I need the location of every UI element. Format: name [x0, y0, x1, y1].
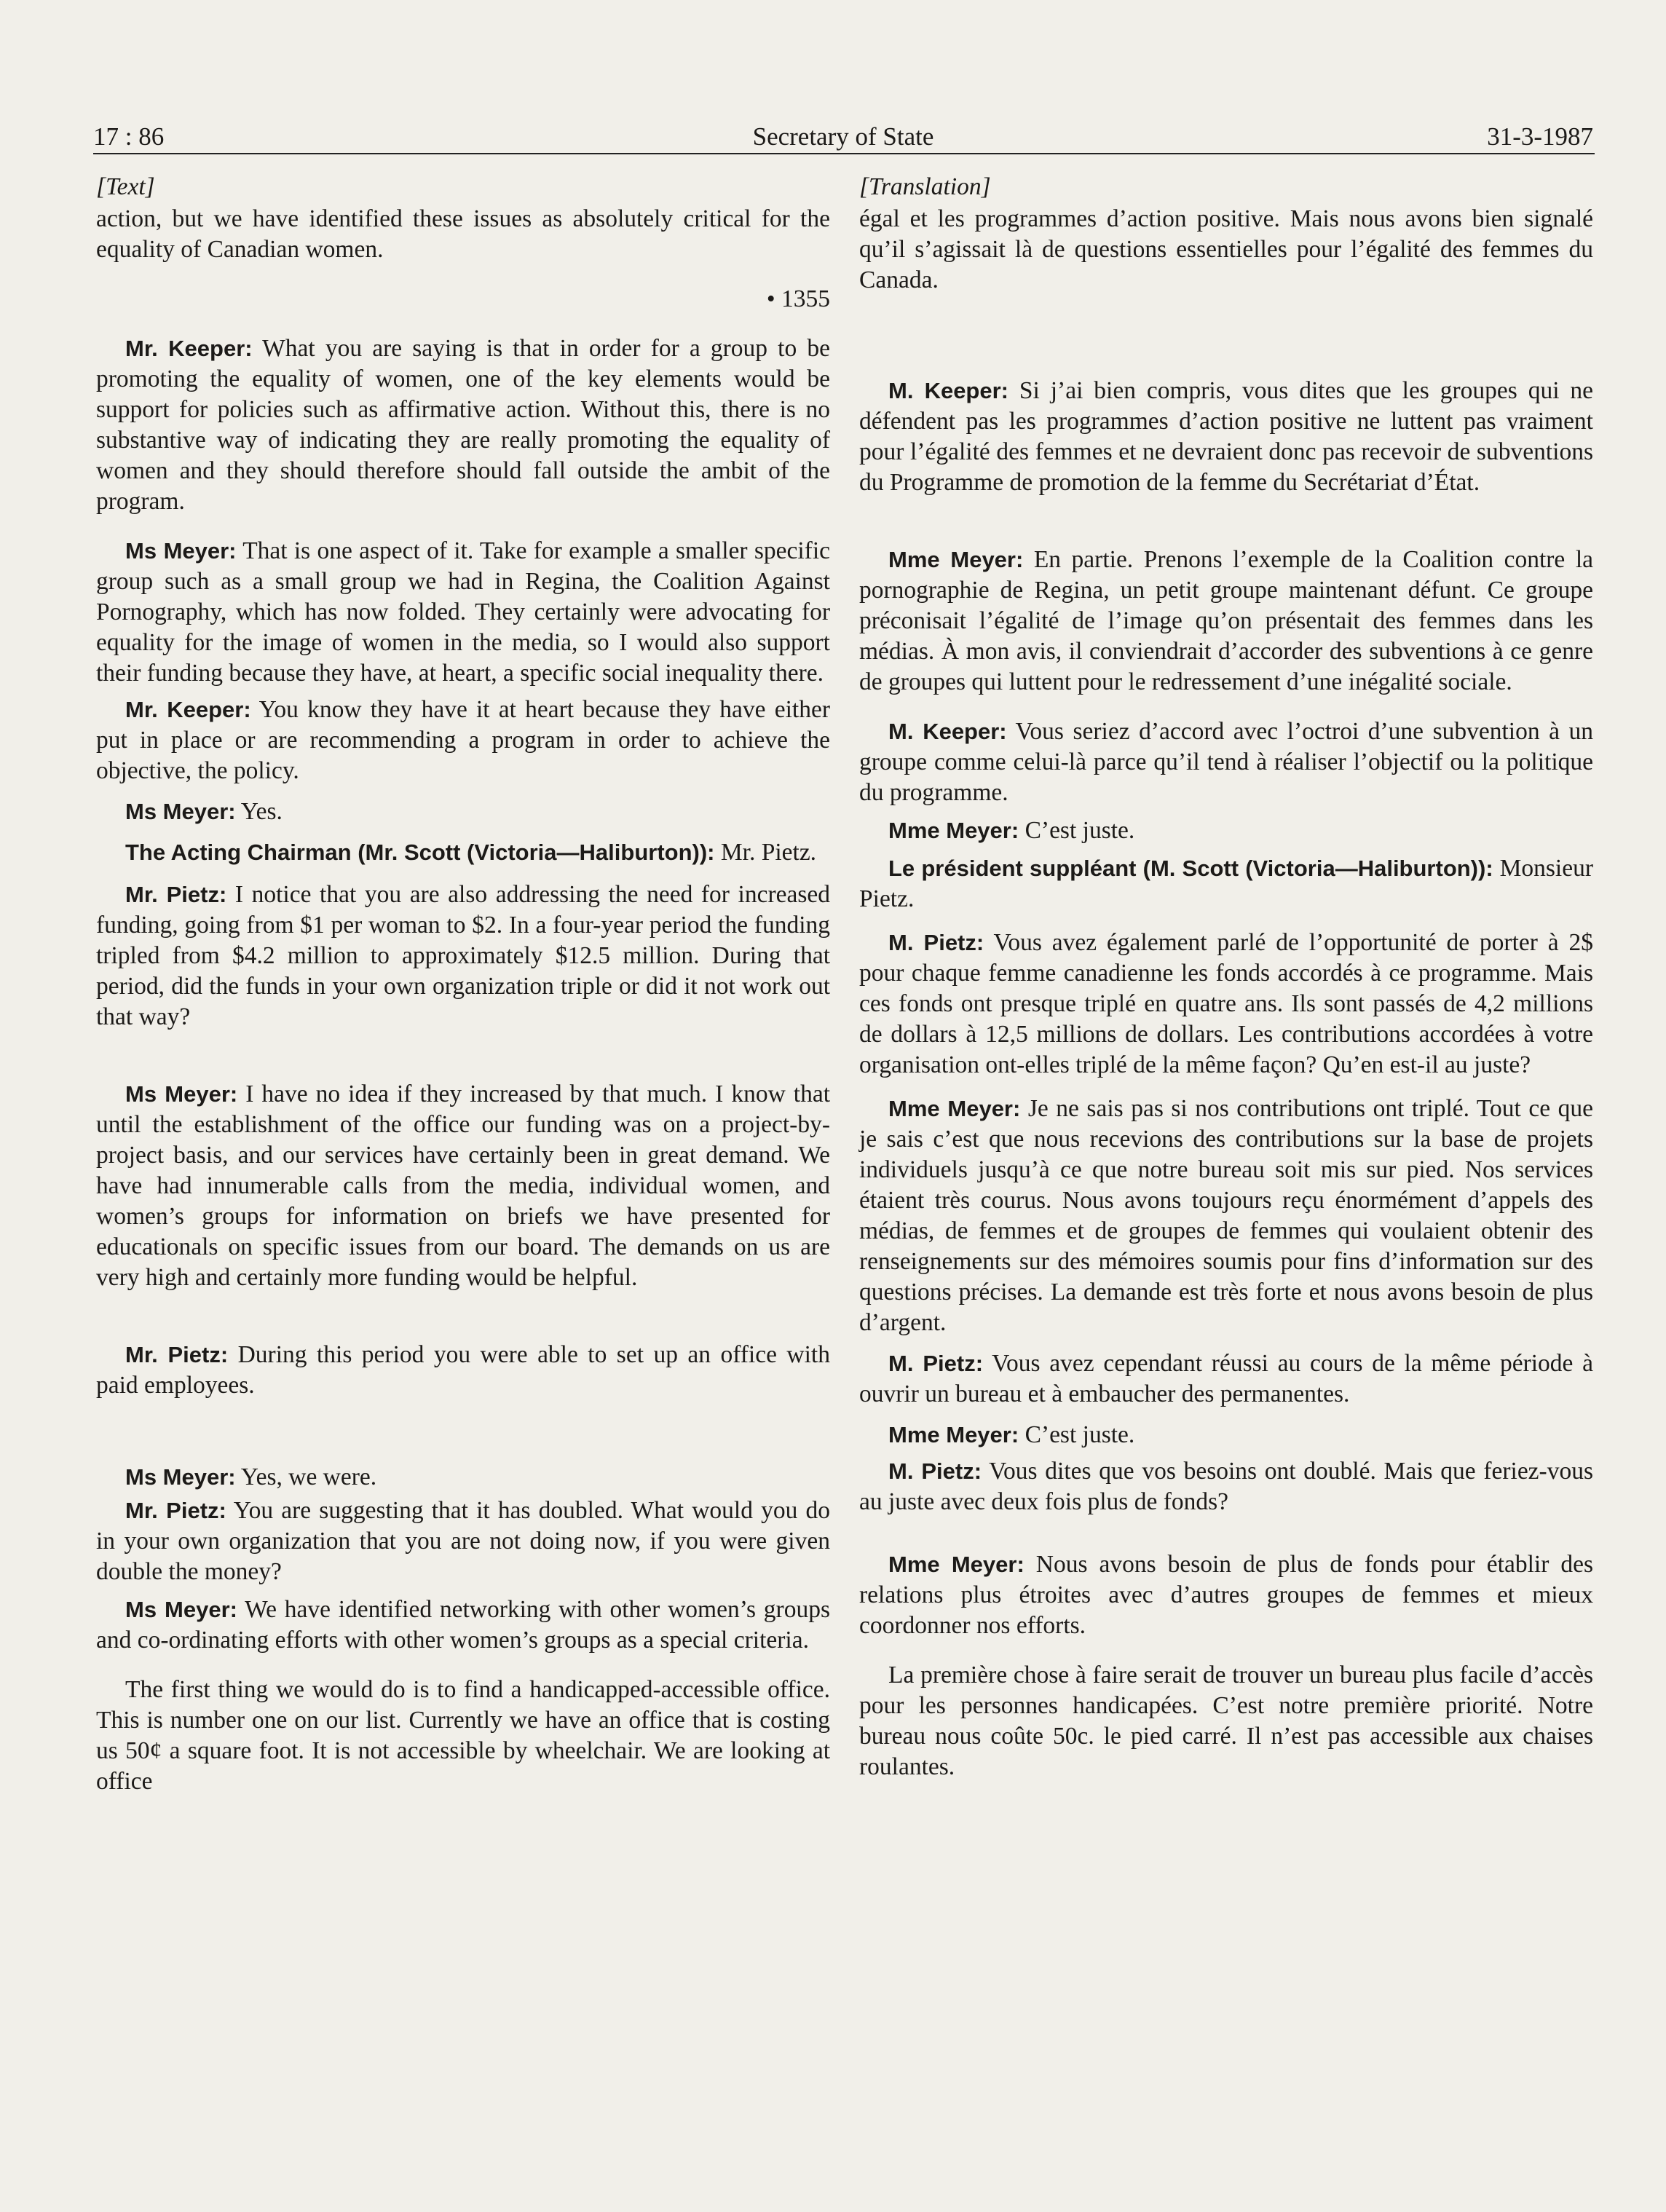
paragraph: égal et les programmes d’action positive. Mais nous avons bien signalé qu’il s’agissait là de questions essentielles pour l’égalité des femmes du Canada. [859, 205, 1593, 293]
running-title: Secretary of State [752, 122, 934, 151]
speaker-name: Mr. Pietz: [125, 1342, 229, 1367]
speech-text: Yes, we were. [240, 1464, 377, 1490]
speech-text: I have no idea if they increased by that much. I know that until the establishment of the office our funding was on a project-by-project basis, and our services have certainly been in great demand. We have had innumerable calls from the media, individual women, and women’s groups for information on briefs we have presented for educationals on specific issues from our board. The demands on us are very high and certainly more funding would be helpful. [96, 1081, 831, 1291]
speech-paragraph [96, 333, 830, 517]
speech-paragraph [96, 1595, 830, 1656]
speaker-name: Mr. Keeper: [125, 336, 253, 361]
speech-paragraph [96, 1079, 830, 1293]
speech-text: C’est juste. [1025, 1421, 1135, 1448]
speech-paragraph [859, 815, 1593, 846]
speech-paragraph [96, 797, 830, 827]
speech-paragraph [96, 1462, 830, 1493]
speech-text: We have identified networking with other women’s groups and co-ordinating efforts with other women’s groups as a special criteria. [96, 1596, 830, 1654]
speaker-name: Ms Meyer: [125, 1464, 236, 1490]
speech-paragraph [96, 1496, 830, 1587]
header-date: 31-3-1987 [1487, 122, 1593, 151]
english-column [96, 172, 830, 1797]
speech-text: Vous dites que vos besoins ont doublé. Mais que feriez-vous au juste avec deux fois plus de fonds? [859, 1458, 1593, 1515]
speaker-name: Mme Meyer: [888, 818, 1019, 843]
speech-text: Nous avons besoin de plus de fonds pour établir des relations plus étroites avec d’autres groupes de femmes et mieux coordonner nos efforts. [859, 1551, 1593, 1639]
paragraph: action, but we have identified these issues as absolutely critical for the equality of Canadian women. [96, 205, 830, 263]
speech-text: That is one aspect of it. Take for example a smaller specific group such as a small group we had in Regina, the Coalition Against Pornography, which has now folded. They certainly were advocating for equality for the image of women in the media, so I would also support their funding because they have, at heart, a specific social inequality there. [96, 537, 831, 687]
speaker-name: Mr. Pietz: [125, 882, 227, 907]
header-rule [93, 153, 1595, 154]
speech-text: Vous avez cependant réussi au cours de la même période à ouvrir un bureau et à embaucher des permanentes. [859, 1350, 1593, 1407]
paragraph: The first thing we would do is to find a handicapped-accessible office. This is number one on our list. Currently we have an office that is costing us 50¢ a square foot. It is not accessible by wheelchair. We are looking at office [96, 1676, 830, 1795]
speech-paragraph [859, 376, 1593, 498]
speech-text: Je ne sais pas si nos contributions ont triplé. Tout ce que je sais c’est que nous recevions des contributions sur la base de projets individuels jusqu’à ce que notre bureau soit mis sur pied. Nos services étaient très courus. Nous avons toujours reçu énormément d’appels des médias, de femmes et de groupes de femmes qui voulaient obtenir des renseignements sur des mémoires soumis pour fins d’information sur des questions précises. La demande est très forte et nous avons besoin de plus d’argent. [859, 1095, 1593, 1336]
speech-text: C’est juste. [1025, 817, 1135, 844]
speaker-name: M. Pietz: [888, 930, 984, 955]
speech-text: You know they have it at heart because they have either put in place or are recommending a program in order to achieve the objective, the policy. [96, 696, 830, 784]
speaker-name: M. Keeper: [888, 719, 1007, 744]
speech-paragraph [859, 716, 1593, 808]
speech-paragraph [859, 928, 1593, 1081]
page-number: 17 : 86 [93, 122, 165, 151]
speaker-name: M. Keeper: [888, 378, 1008, 403]
speech-text: Yes. [240, 798, 283, 825]
speaker-name: M. Pietz: [888, 1351, 984, 1376]
speech-paragraph [859, 853, 1593, 915]
speech-paragraph [859, 1348, 1593, 1410]
speech-text: Si j’ai bien compris, vous dites que les groupes qui ne défendent pas les programmes d’action positive ne luttent pas vraiment pour l’égalité des femmes et ne devraient donc pas recevoir de subventions du Programme de promotion de la femme du Secrétariat d’État. [859, 377, 1594, 496]
speech-text: Vous avez également parlé de l’opportunité de porter à 2$ pour chaque femme canadienne les fonds accordés à ce programme. Mais ces fonds ont presque triplé en quatre ans. Ils sont passés de 4,2 millions de dollars à 12,5 millions de dollars. Les contributions accordées à votre organisation ont-elles triplé de la même façon? Qu’en est-il au juste? [859, 929, 1593, 1078]
speaker-name: Mr. Pietz: [125, 1498, 226, 1523]
speaker-name: Mme Meyer: [888, 1422, 1019, 1447]
speech-text: En partie. Prenons l’exemple de la Coalition contre la pornographie de Regina, un petit groupe maintenant défunt. Ce groupe préconisait l’égalité de l’image qu’on présentait des femmes dans les médias. À mon avis, il conviendrait d’accorder des subventions à ce genre de groupes qui luttent pour le redressement d’une inégalité sociale. [859, 546, 1593, 695]
speech-paragraph [859, 1456, 1593, 1517]
speech-text: I notice that you are also addressing the need for increased funding, going from $1 per woman to $2. In a four-year period the funding tripled from $4.2 million to approximately $12.5 million. During that period, did the funds in your own organization triple or did it not work out that way? [96, 881, 831, 1030]
speech-paragraph [859, 1549, 1593, 1641]
speaker-name: Ms Meyer: [125, 1081, 238, 1107]
speech-paragraph [96, 695, 830, 786]
speaker-name: Ms Meyer: [125, 799, 236, 824]
time-marker: • 1355 [766, 285, 830, 312]
speech-paragraph [96, 880, 830, 1032]
speaker-name: M. Pietz: [888, 1458, 982, 1484]
speaker-name: Mme Meyer: [888, 1552, 1025, 1577]
speech-paragraph [859, 545, 1593, 698]
speaker-name: Mr. Keeper: [125, 697, 251, 722]
page-header [93, 115, 1593, 156]
speech-text: Mr. Pietz. [720, 839, 817, 866]
speech-paragraph [96, 1340, 830, 1401]
speech-text: You are suggesting that it has doubled. What would you do in your own organization that you are not doing now, if you were given double the money? [96, 1497, 830, 1585]
speaker-name: Mme Meyer: [888, 1096, 1021, 1121]
section-label: [Text] [96, 173, 155, 200]
speaker-name: Mme Meyer: [888, 547, 1024, 572]
speech-text: What you are saying is that in order for a group to be promoting the equality of women, one of the key elements would be support for policies such as affirmative action. Without this, there is no substantive way of indicating they are really promoting the equality of women and they should therefore should fall outside the ambit of the program. [96, 335, 830, 515]
speech-paragraph [859, 1094, 1593, 1338]
section-label: [Translation] [859, 173, 991, 200]
speech-text: Vous seriez d’accord avec l’octroi d’une subvention à un groupe comme celui-là parce qu’il tend à réaliser l’objectif ou la politique du programme. [859, 718, 1593, 806]
speaker-name: Ms Meyer: [125, 1597, 237, 1622]
speech-paragraph [96, 536, 830, 689]
speaker-name: Le président suppléant (M. Scott (Victoria—Haliburton)): [888, 856, 1493, 881]
speech-text: Monsieur Pietz. [859, 855, 1594, 912]
speech-paragraph [96, 837, 830, 868]
speaker-name: Ms Meyer: [125, 538, 237, 564]
speaker-name: The Acting Chairman (Mr. Scott (Victoria—Haliburton)): [125, 840, 715, 865]
speech-text: During this period you were able to set up an office with paid employees. [96, 1341, 830, 1399]
french-column [859, 172, 1593, 1782]
paragraph: La première chose à faire serait de trouver un bureau plus facile d’accès pour les personnes handicapées. C’est notre première priorité. Notre bureau nous coûte 50c. le pied carré. Il n’est pas accessible aux chaises roulantes. [859, 1662, 1593, 1780]
speech-paragraph [859, 1420, 1593, 1450]
